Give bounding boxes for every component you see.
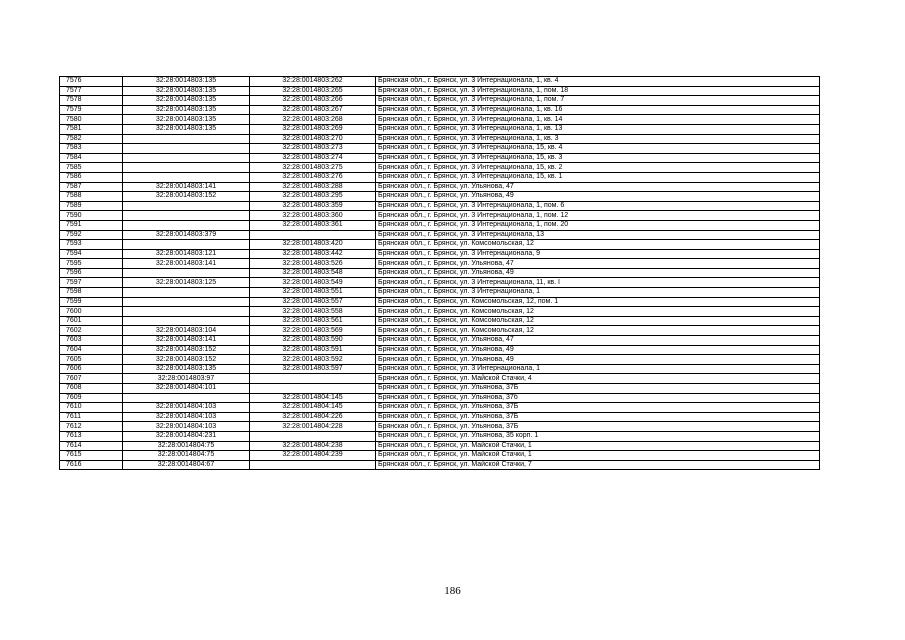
row-number-cell: 7601 [60,316,123,326]
cadastral-number-cell [250,384,376,394]
table-row [60,393,820,403]
table-row [60,115,820,125]
table-row [60,412,820,422]
cadastral-number-cell: 32:28:0014804:226 [250,412,376,422]
address-cell: Брянская обл., г. Брянск, ул. Ульянова, 49 [376,355,820,365]
cadastral-number-cell: 32:28:0014803:591 [250,345,376,355]
row-number-cell: 7582 [60,134,123,144]
row-number-cell: 7610 [60,403,123,413]
cadastral-number-cell: 32:28:0014803:558 [250,307,376,317]
row-number-cell: 7602 [60,326,123,336]
table-row [60,326,820,336]
address-cell: Брянская обл., г. Брянск, ул. 3 Интернационала, 1, пом. 12 [376,211,820,221]
cadastral-table [59,76,820,470]
table-row [60,77,820,87]
table-row [60,220,820,230]
cadastral-number-cell: 32:28:0014803:295 [250,192,376,202]
row-number-cell: 7616 [60,460,123,470]
cadastral-number-cell: 32:28:0014803:442 [250,249,376,259]
table-row [60,163,820,173]
table-row [60,144,820,154]
parent-cadastral-number-cell: 32:28:0014803:141 [123,259,250,269]
cadastral-number-cell: 32:28:0014803:549 [250,278,376,288]
address-cell: Брянская обл., г. Брянск, ул. 3 Интернационала, 1, кв. 14 [376,115,820,125]
parent-cadastral-number-cell [123,134,250,144]
cadastral-number-cell: 32:28:0014803:360 [250,211,376,221]
cadastral-number-cell: 32:28:0014803:275 [250,163,376,173]
table-row [60,288,820,298]
table-row [60,192,820,202]
cadastral-number-cell: 32:28:0014803:526 [250,259,376,269]
row-number-cell: 7604 [60,345,123,355]
address-cell: Брянская обл., г. Брянск, ул. 3 Интернационала, 15, кв. 1 [376,172,820,182]
table-row [60,105,820,115]
address-cell: Брянская обл., г. Брянск, ул. Майской Стачки, 1 [376,451,820,461]
row-number-cell: 7611 [60,412,123,422]
parent-cadastral-number-cell [123,240,250,250]
row-number-cell: 7612 [60,422,123,432]
address-cell: Брянская обл., г. Брянск, ул. Майской Стачки, 4 [376,374,820,384]
parent-cadastral-number-cell: 32:28:0014804:103 [123,403,250,413]
address-cell: Брянская обл., г. Брянск, ул. Ульянова, 49 [376,345,820,355]
table-row [60,278,820,288]
address-cell: Брянская обл., г. Брянск, ул. 3 Интернационала, 15, кв. 2 [376,163,820,173]
parent-cadastral-number-cell: 32:28:0014803:152 [123,345,250,355]
address-cell: Брянская обл., г. Брянск, ул. Комсомольская, 12 [376,326,820,336]
row-number-cell: 7615 [60,451,123,461]
table-row [60,96,820,106]
cadastral-number-cell [250,460,376,470]
table-row [60,422,820,432]
row-number-cell: 7578 [60,96,123,106]
table-row [60,124,820,134]
parent-cadastral-number-cell: 32:28:0014803:97 [123,374,250,384]
parent-cadastral-number-cell: 32:28:0014803:125 [123,278,250,288]
table-row [60,374,820,384]
cadastral-number-cell: 32:28:0014803:557 [250,297,376,307]
address-cell: Брянская обл., г. Брянск, ул. Ульянова, 47 [376,182,820,192]
table-row [60,268,820,278]
table-body [60,77,820,470]
address-cell: Брянская обл., г. Брянск, ул. 3 Интернационала, 15, кв. 3 [376,153,820,163]
table-row [60,384,820,394]
cadastral-number-cell: 32:28:0014803:274 [250,153,376,163]
parent-cadastral-number-cell: 32:28:0014803:135 [123,124,250,134]
row-number-cell: 7592 [60,230,123,240]
table-row [60,134,820,144]
cadastral-number-cell: 32:28:0014803:561 [250,316,376,326]
table-row [60,297,820,307]
parent-cadastral-number-cell [123,153,250,163]
cadastral-number-cell [250,431,376,441]
parent-cadastral-number-cell: 32:28:0014803:141 [123,336,250,346]
address-cell: Брянская обл., г. Брянск, ул. Ульянова, 37Б [376,422,820,432]
address-cell: Брянская обл., г. Брянск, ул. Ульянова, 35 корп. 1 [376,431,820,441]
address-cell: Брянская обл., г. Брянск, ул. 3 Интернационала, 1, кв. 3 [376,134,820,144]
parent-cadastral-number-cell [123,144,250,154]
address-cell: Брянская обл., г. Брянск, ул. 3 Интернационала, 11, кв. I [376,278,820,288]
parent-cadastral-number-cell: 32:28:0014803:152 [123,192,250,202]
cadastral-number-cell: 32:28:0014803:266 [250,96,376,106]
parent-cadastral-number-cell [123,163,250,173]
address-cell: Брянская обл., г. Брянск, ул. Ульянова, 47 [376,336,820,346]
address-cell: Брянская обл., г. Брянск, ул. 3 Интернационала, 1, пом. 7 [376,96,820,106]
cadastral-number-cell: 32:28:0014803:268 [250,115,376,125]
cadastral-number-cell: 32:28:0014803:592 [250,355,376,365]
address-cell: Брянская обл., г. Брянск, ул. Комсомольская, 12 [376,240,820,250]
parent-cadastral-number-cell [123,316,250,326]
page-number: 186 [444,585,461,597]
parent-cadastral-number-cell [123,172,250,182]
address-cell: Брянская обл., г. Брянск, ул. Комсомольская, 12, пом. 1 [376,297,820,307]
row-number-cell: 7600 [60,307,123,317]
row-number-cell: 7597 [60,278,123,288]
parent-cadastral-number-cell: 32:28:0014804:103 [123,412,250,422]
parent-cadastral-number-cell: 32:28:0014804:75 [123,441,250,451]
address-cell: Брянская обл., г. Брянск, ул. 3 Интернационала, 1 [376,364,820,374]
row-number-cell: 7579 [60,105,123,115]
table-row [60,240,820,250]
parent-cadastral-number-cell [123,220,250,230]
parent-cadastral-number-cell: 32:28:0014804:103 [123,422,250,432]
parent-cadastral-number-cell [123,211,250,221]
address-cell: Брянская обл., г. Брянск, ул. Ульянова, 47 [376,259,820,269]
parent-cadastral-number-cell: 32:28:0014803:141 [123,182,250,192]
parent-cadastral-number-cell [123,288,250,298]
row-number-cell: 7599 [60,297,123,307]
table-row [60,460,820,470]
table-row [60,345,820,355]
address-cell: Брянская обл., г. Брянск, ул. Майской Стачки, 1 [376,441,820,451]
parent-cadastral-number-cell: 32:28:0014803:152 [123,355,250,365]
address-cell: Брянская обл., г. Брянск, ул. 3 Интернационала, 1, пом. 20 [376,220,820,230]
cadastral-number-cell: 32:28:0014804:145 [250,393,376,403]
row-number-cell: 7590 [60,211,123,221]
cadastral-number-cell: 32:28:0014804:228 [250,422,376,432]
address-cell: Брянская обл., г. Брянск, ул. 3 Интернационала, 1, пом. 6 [376,201,820,211]
row-number-cell: 7581 [60,124,123,134]
parent-cadastral-number-cell: 32:28:0014803:135 [123,115,250,125]
address-cell: Брянская обл., г. Брянск, ул. 3 Интернационала, 1, кв. 4 [376,77,820,87]
table-row [60,336,820,346]
parent-cadastral-number-cell: 32:28:0014804:67 [123,460,250,470]
row-number-cell: 7580 [60,115,123,125]
row-number-cell: 7584 [60,153,123,163]
table-row [60,153,820,163]
parent-cadastral-number-cell: 32:28:0014803:104 [123,326,250,336]
row-number-cell: 7588 [60,192,123,202]
row-number-cell: 7594 [60,249,123,259]
table-row [60,364,820,374]
row-number-cell: 7595 [60,259,123,269]
address-cell: Брянская обл., г. Брянск, ул. Ульянова, 49 [376,268,820,278]
table-row [60,230,820,240]
address-cell: Брянская обл., г. Брянск, ул. Комсомольская, 12 [376,316,820,326]
parent-cadastral-number-cell: 32:28:0014803:379 [123,230,250,240]
parent-cadastral-number-cell [123,201,250,211]
table-row [60,86,820,96]
row-number-cell: 7577 [60,86,123,96]
cadastral-number-cell: 32:28:0014803:361 [250,220,376,230]
row-number-cell: 7587 [60,182,123,192]
row-number-cell: 7608 [60,384,123,394]
table-row [60,441,820,451]
parent-cadastral-number-cell: 32:28:0014803:135 [123,105,250,115]
row-number-cell: 7596 [60,268,123,278]
address-cell: Брянская обл., г. Брянск, ул. Ульянова, 37Б [376,384,820,394]
parent-cadastral-number-cell: 32:28:0014803:135 [123,86,250,96]
cadastral-number-cell [250,230,376,240]
parent-cadastral-number-cell [123,307,250,317]
address-cell: Брянская обл., г. Брянск, ул. 3 Интернационала, 1 [376,288,820,298]
row-number-cell: 7583 [60,144,123,154]
parent-cadastral-number-cell: 32:28:0014804:231 [123,431,250,441]
row-number-cell: 7607 [60,374,123,384]
table-row [60,201,820,211]
cadastral-number-cell: 32:28:0014803:270 [250,134,376,144]
parent-cadastral-number-cell: 32:28:0014803:135 [123,364,250,374]
table-row [60,316,820,326]
table-row [60,403,820,413]
cadastral-number-cell: 32:28:0014804:238 [250,441,376,451]
row-number-cell: 7598 [60,288,123,298]
row-number-cell: 7591 [60,220,123,230]
table-row [60,307,820,317]
row-number-cell: 7593 [60,240,123,250]
address-cell: Брянская обл., г. Брянск, ул. Ульянова, 49 [376,192,820,202]
cadastral-number-cell: 32:28:0014803:590 [250,336,376,346]
cadastral-number-cell: 32:28:0014803:420 [250,240,376,250]
cadastral-number-cell: 32:28:0014803:265 [250,86,376,96]
parent-cadastral-number-cell: 32:28:0014803:135 [123,96,250,106]
parent-cadastral-number-cell: 32:28:0014804:101 [123,384,250,394]
cadastral-number-cell: 32:28:0014803:269 [250,124,376,134]
row-number-cell: 7576 [60,77,123,87]
address-cell: Брянская обл., г. Брянск, ул. 3 Интернационала, 13 [376,230,820,240]
cadastral-number-cell: 32:28:0014803:359 [250,201,376,211]
parent-cadastral-number-cell [123,297,250,307]
table-row [60,451,820,461]
address-cell: Брянская обл., г. Брянск, ул. Майской Стачки, 7 [376,460,820,470]
row-number-cell: 7585 [60,163,123,173]
cadastral-number-cell: 32:28:0014803:551 [250,288,376,298]
parent-cadastral-number-cell [123,268,250,278]
address-cell: Брянская обл., г. Брянск, ул. 3 Интернационала, 1, пом. 18 [376,86,820,96]
row-number-cell: 7613 [60,431,123,441]
address-cell: Брянская обл., г. Брянск, ул. 3 Интернационала, 1, кв. 16 [376,105,820,115]
row-number-cell: 7603 [60,336,123,346]
address-cell: Брянская обл., г. Брянск, ул. Комсомольская, 12 [376,307,820,317]
cadastral-number-cell: 32:28:0014803:267 [250,105,376,115]
cadastral-number-cell: 32:28:0014803:273 [250,144,376,154]
cadastral-number-cell: 32:28:0014804:145 [250,403,376,413]
cadastral-number-cell: 32:28:0014804:239 [250,451,376,461]
parent-cadastral-number-cell: 32:28:0014804:75 [123,451,250,461]
table-row [60,211,820,221]
address-cell: Брянская обл., г. Брянск, ул. 3 Интернационала, 9 [376,249,820,259]
row-number-cell: 7589 [60,201,123,211]
row-number-cell: 7614 [60,441,123,451]
parent-cadastral-number-cell [123,393,250,403]
table-row [60,431,820,441]
cadastral-number-cell: 32:28:0014803:597 [250,364,376,374]
parent-cadastral-number-cell: 32:28:0014803:135 [123,77,250,87]
table-row [60,249,820,259]
cadastral-number-cell [250,374,376,384]
table-row [60,355,820,365]
cadastral-number-cell: 32:28:0014803:569 [250,326,376,336]
address-cell: Брянская обл., г. Брянск, ул. 3 Интернационала, 15, кв. 4 [376,144,820,154]
table-row [60,259,820,269]
table-row [60,172,820,182]
address-cell: Брянская обл., г. Брянск, ул. Ульянова, 37Б [376,403,820,413]
cadastral-number-cell: 32:28:0014803:288 [250,182,376,192]
address-cell: Брянская обл., г. Брянск, ул. 3 Интернационала, 1, кв. 13 [376,124,820,134]
row-number-cell: 7586 [60,172,123,182]
address-cell: Брянская обл., г. Брянск, ул. Ульянова, 37б [376,393,820,403]
table-row [60,182,820,192]
cadastral-number-cell: 32:28:0014803:262 [250,77,376,87]
row-number-cell: 7605 [60,355,123,365]
row-number-cell: 7609 [60,393,123,403]
parent-cadastral-number-cell: 32:28:0014803:121 [123,249,250,259]
address-cell: Брянская обл., г. Брянск, ул. Ульянова, 37Б [376,412,820,422]
row-number-cell: 7606 [60,364,123,374]
cadastral-number-cell: 32:28:0014803:548 [250,268,376,278]
cadastral-number-cell: 32:28:0014803:276 [250,172,376,182]
